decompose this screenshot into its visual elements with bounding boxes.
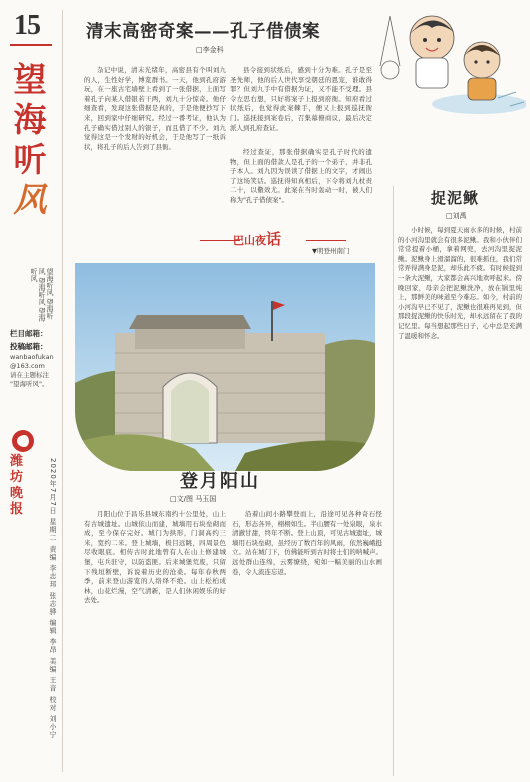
article3-text: 小时候，每到夏天雨水多的时候，村前的小河沟里就会有很多泥鳅。我和小伙伴们常常提着小桶，拿着网兜，去河沟里捉泥鳅。泥鳅身上滑溜溜的，很难抓住，我们常常弄得满身是泥，却乐此不疲。有时候捉到一条大泥鳅，大家都会高兴地欢呼起来。傍晚回家，母亲会把泥鳅洗净，放在锅里炖上，那鲜美的味道至今难忘。如今，村前的小河沟早已不见了，泥鳅也很难再见到，但那段捉泥鳅的快乐时光，却永远留在了我的记忆里。每当想起那些日子，心中总是充满了温暖和怀念。 <box>398 226 522 340</box>
section-title <box>10 60 50 220</box>
article2-title: 登月阳山 <box>180 471 260 492</box>
section-title-char: 望 <box>13 60 47 99</box>
rail-heading: 栏目邮箱： <box>10 329 48 338</box>
article1-byline: □李金科 <box>196 46 224 54</box>
column-tag-big: 话 <box>266 230 282 248</box>
contact-line: wanbaofukan <box>10 353 54 361</box>
contact-line: 请在主题标注 <box>10 371 49 379</box>
article1-title: 清末高密奇案——孔子借债案 <box>86 22 320 42</box>
article2-byline: □文/图 马玉国 <box>170 495 217 503</box>
logo-icon <box>12 430 34 452</box>
column-tag-prefix: 巴山夜 <box>233 234 266 247</box>
article2-column-2 <box>232 510 382 776</box>
article1-column-1 <box>84 66 226 228</box>
article1-text: 经过查证，那张借据确实是孔子时代的遗物，但上面的借款人是孔子的一个弟子，并非孔子本人。刘九因为误读了借据上的文字，才闹出了这场笑话。巡抚得知真相后，下令将刘九杖责二十，以儆效尤。此案在当时轰动一时，被人们称为"孔子借债案"。 <box>230 148 372 204</box>
article1-text: 县令接到状纸后，感到十分为难。孔子是至圣先师，他的后人世代享受朝廷的恩宠，谁敢得罪？但刘九手中有借据为证，又不能不受理。县令左思右想，只好将案子上报到府衙。知府看过状纸后，也觉得此案棘手，便又上报到巡抚衙门。巡抚接到案卷后，召集幕僚商议，最后决定派人到孔府查证。 <box>230 66 372 132</box>
contribution-info <box>10 342 60 389</box>
column-tag <box>233 228 281 249</box>
page-number-underline <box>10 44 52 46</box>
photo-caption: ▼明登州南门 <box>312 247 350 255</box>
contact-line: "望海听风"。 <box>10 380 49 388</box>
section-vertical-note: 望海听风 望海听风 望海听风 望海听风 <box>30 268 54 322</box>
section-title-char: 风 <box>13 180 47 219</box>
children-fishing-illustration <box>370 6 526 118</box>
page-number: 15 <box>14 10 40 41</box>
issue-info: 2020年7月7日 星期二 责编 李志邦 张志骅 编辑 李昂 美编 王音 校对 刘小宁 <box>49 458 57 739</box>
city-gate-photo <box>75 263 375 471</box>
article3-byline: □刘禹 <box>446 212 467 220</box>
logo-name: 潍坊晚报 <box>10 454 24 517</box>
article1-column-3 <box>230 148 372 216</box>
article2-text: 沿着山间小路攀登而上，沿途可见各种奇石怪石，形态各异，栩栩如生。半山腰有一处泉眼，泉水清澈甘甜，终年不断。登上山顶，可见古城遗址，城墙用石块垒砌，虽经历了数百年的风雨，依然巍峨挺立。站在城门下，仿佛能听到古时将士们的呐喊声。远处群山连绵，云雾缭绕，宛如一幅美丽的山水画卷，令人流连忘返。 <box>232 510 382 576</box>
contact-line: @163.com <box>10 362 45 370</box>
rail-divider <box>62 10 63 772</box>
article1-text: 杂记中说，清末光绪年，高密县有个叫刘九的人，生性好学，博览群书。一天，他到孔府游玩，在一座古宅墙壁上看到了一张借据，上面写着孔子向某人借银若干两，刘九十分惊奇。他仔细查看，发现这张借据是真的，于是他便抄写下来，回到家中仔细研究。经过一番考证，他认为孔子确实借过别人的银子，而且借了不少。刘九觉得这是一个发财的好机会，于是他写了一纸诉状，将孔子的后人告到了县衙。 <box>84 66 226 151</box>
article3-column <box>398 226 522 776</box>
article3-title: 捉泥鳅 <box>431 189 480 207</box>
article2-text: 月阳山位于昌乐县城东南约十公里处，山上有古城遗址。山城依山而建，城墙用石块垒砌而成，至今保存完好。城门为拱形，门洞高约三米，宽约二米。登上城墙，极目远眺，四周景色尽收眼底。相传古时此地曾有人在山上修建城堡，屯兵驻守，以防盗匪。后来城堡荒废，只留下残垣断壁，诉说着历史的沧桑。每年春秋两季，前来登山游览的人络绎不绝。山上松柏成林，山花烂漫，空气清新，是人们休闲娱乐的好去处。 <box>84 510 226 605</box>
article2-column-1 <box>84 510 226 776</box>
section-title-char: 海 <box>13 100 47 139</box>
section-title-char: 听 <box>13 140 47 179</box>
left-rail <box>0 0 62 782</box>
tag-rule-right <box>306 240 346 241</box>
contribution-title: 投稿邮箱： <box>10 342 48 351</box>
